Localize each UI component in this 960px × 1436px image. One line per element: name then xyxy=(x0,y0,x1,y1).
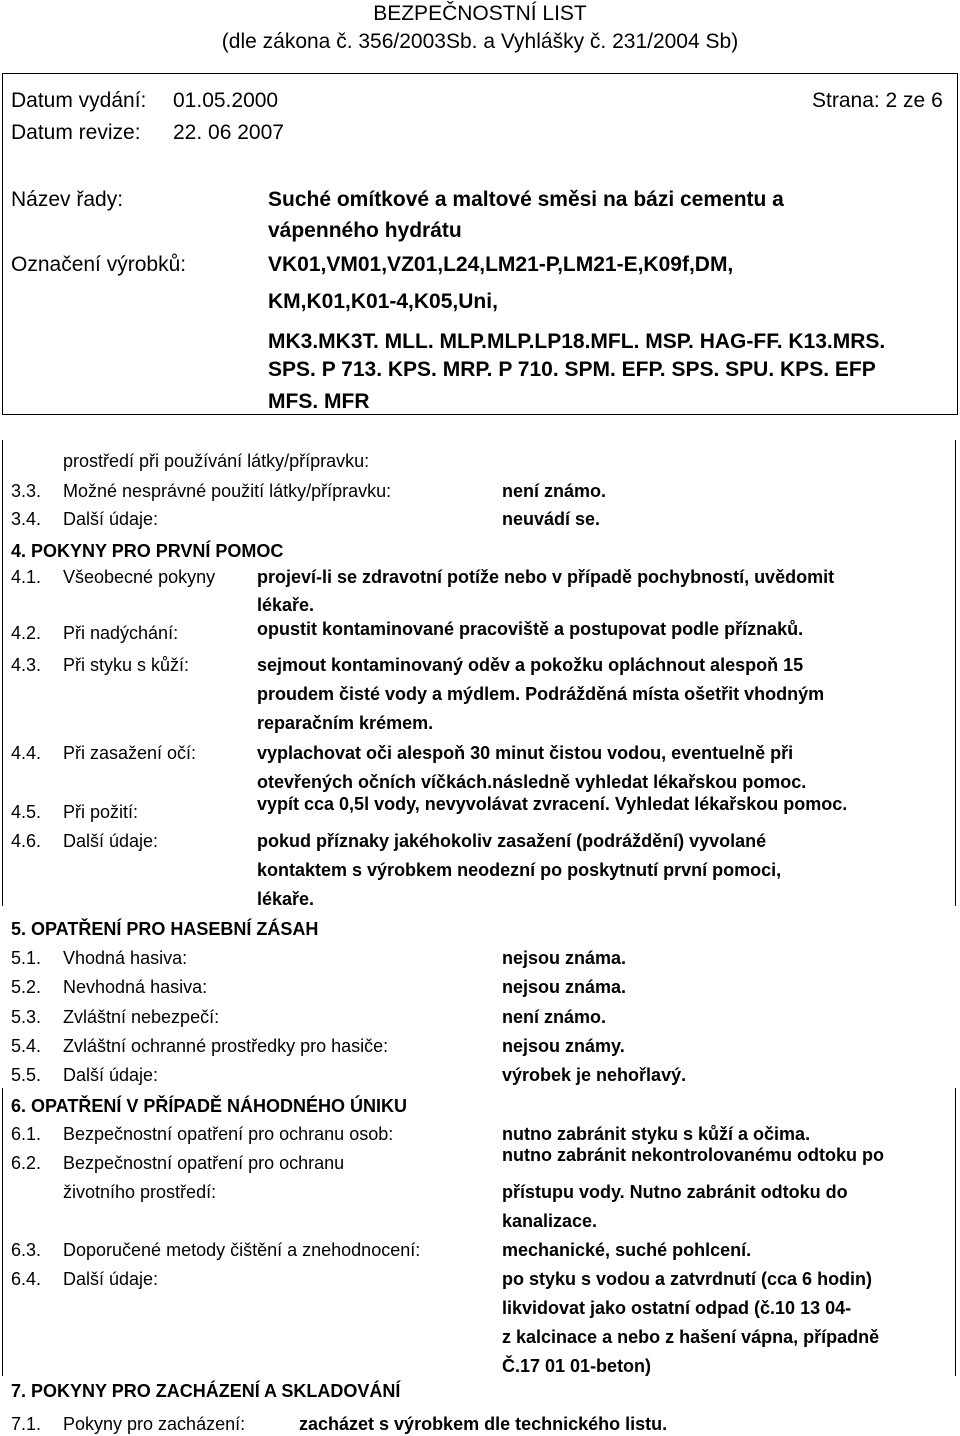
section3-continuation: prostředí při používání látky/přípravku: xyxy=(63,451,370,471)
frame-right-2 xyxy=(955,1088,956,1376)
row-5-4-number: 5.4. xyxy=(11,1036,42,1056)
frame-left-2 xyxy=(2,1088,3,1376)
row-5-3-value: není známo. xyxy=(502,1007,607,1027)
row-3-3-value: není známo. xyxy=(502,481,607,501)
row-6-2-number: 6.2. xyxy=(11,1153,42,1173)
product-codes-line4: SPS. P 713. KPS. MRP. P 710. SPM. EFP. SPS. SPU. KPS. EFP xyxy=(268,358,876,381)
series-name-line1: Suché omítkové a maltové směsi na bázi cementu a xyxy=(268,188,784,211)
row-4-6-text-line1: pokud příznaky jakéhokoliv zasažení (podráždění) vyvolané xyxy=(257,831,767,851)
row-5-5-label: Další údaje: xyxy=(63,1065,159,1085)
row-6-1-value: nutno zabránit styku s kůží a očima. xyxy=(502,1124,811,1144)
row-7-1-label: Pokyny pro zacházení: xyxy=(63,1414,246,1434)
row-6-3-label: Doporučené metody čištění a znehodnocení: xyxy=(63,1240,421,1260)
product-codes-line3: MK3.MK3T. MLL. MLP.MLP.LP18.MFL. MSP. HAG-FF. K13.MRS. xyxy=(268,330,886,353)
product-codes-line1: VK01,VM01,VZ01,L24,LM21-P,LM21-E,K09f,DM, xyxy=(268,253,734,276)
row-4-3-label: Při styku s kůží: xyxy=(63,655,190,675)
series-name-line2: vápenného hydrátu xyxy=(268,219,462,242)
row-6-2-text-line3: kanalizace. xyxy=(502,1211,598,1231)
row-6-1-label: Bezpečnostní opatření pro ochranu osob: xyxy=(63,1124,394,1144)
row-4-4-text-line2: otevřených očních víčkách.následně vyhledat lékařskou pomoc. xyxy=(257,772,807,792)
row-3-4-value: neuvádí se. xyxy=(502,509,601,529)
row-4-6-text-line3: lékaře. xyxy=(257,889,315,909)
row-5-1-value: nejsou známa. xyxy=(502,948,627,968)
row-5-3-number: 5.3. xyxy=(11,1007,42,1027)
row-4-3-text-line3: reparačním krémem. xyxy=(257,713,434,733)
section6-heading: 6. OPATŘENÍ V PŘÍPADĚ NÁHODNÉHO ÚNIKU xyxy=(11,1096,408,1116)
row-6-4-number: 6.4. xyxy=(11,1269,42,1289)
row-4-3-text-line1: sejmout kontaminovaný oděv a pokožku opláchnout alespoň 15 xyxy=(257,655,804,675)
row-4-1-text-line2: lékaře. xyxy=(257,595,315,615)
row-6-1-number: 6.1. xyxy=(11,1124,42,1144)
row-4-1-text-line1: projeví-li se zdravotní potíže nebo v případě pochybností, uvědomit xyxy=(257,567,835,587)
row-5-1-number: 5.1. xyxy=(11,948,42,968)
series-label: Název řady: xyxy=(11,188,124,211)
product-code-label: Označení výrobků: xyxy=(11,253,187,276)
row-5-1-label: Vhodná hasiva: xyxy=(63,948,188,968)
row-4-2-number: 4.2. xyxy=(11,623,42,643)
row-4-6-label: Další údaje: xyxy=(63,831,159,851)
issue-date-value: 01.05.2000 xyxy=(173,89,279,112)
row-3-3-label: Možné nesprávné použití látky/přípravku: xyxy=(63,481,392,501)
row-4-6-number: 4.6. xyxy=(11,831,42,851)
product-codes-line2: KM,K01,K01-4,K05,Uni, xyxy=(268,290,498,313)
row-7-1-value: zacházet s výrobkem dle technického listu. xyxy=(299,1414,668,1434)
row-3-3-number: 3.3. xyxy=(11,481,42,501)
row-5-2-number: 5.2. xyxy=(11,977,42,997)
row-4-3-number: 4.3. xyxy=(11,655,42,675)
row-6-3-value: mechanické, suché pohlcení. xyxy=(502,1240,752,1260)
row-4-6-text-line2: kontaktem s výrobkem neodezní po poskytnutí první pomoci, xyxy=(257,860,782,880)
frame-right-1 xyxy=(955,440,956,906)
row-3-4-label: Další údaje: xyxy=(63,509,159,529)
document-title: BEZPEČNOSTNÍ LIST xyxy=(373,2,587,25)
row-5-2-label: Nevhodná hasiva: xyxy=(63,977,208,997)
row-6-2-label-line2: životního prostředí: xyxy=(63,1182,217,1202)
row-5-2-value: nejsou známa. xyxy=(502,977,627,997)
row-4-5-label: Při požití: xyxy=(63,802,139,822)
section4-heading: 4. POKYNY PRO PRVNÍ POMOC xyxy=(11,541,284,561)
row-5-3-label: Zvláštní nebezpečí: xyxy=(63,1007,220,1027)
section7-heading: 7. POKYNY PRO ZACHÁZENÍ A SKLADOVÁNÍ xyxy=(11,1381,401,1401)
issue-date-label: Datum vydání: xyxy=(11,89,147,112)
revision-date-label: Datum revize: xyxy=(11,121,141,144)
row-5-5-value: výrobek je nehořlavý. xyxy=(502,1065,687,1085)
row-4-4-text-line1: vyplachovat oči alespoň 30 minut čistou vodou, eventuelně při xyxy=(257,743,794,763)
row-5-4-label: Zvláštní ochranné prostředky pro hasiče: xyxy=(63,1036,389,1056)
row-5-4-value: nejsou známy. xyxy=(502,1036,625,1056)
row-4-1-number: 4.1. xyxy=(11,567,42,587)
section5-heading: 5. OPATŘENÍ PRO HASEBNÍ ZÁSAH xyxy=(11,919,319,939)
row-4-2-label: Při nadýchání: xyxy=(63,623,179,643)
row-6-2-text-line1: nutno zabránit nekontrolovanému odtoku po xyxy=(502,1145,884,1165)
product-codes-line5: MFS. MFR xyxy=(268,390,370,412)
row-4-1-label: Všeobecné pokyny xyxy=(63,567,216,587)
row-6-2-text-line2: přístupu vody. Nutno zabránit odtoku do xyxy=(502,1182,848,1202)
row-3-4-number: 3.4. xyxy=(11,509,42,529)
row-6-4-text-line2: likvidovat jako ostatní odpad (č.10 13 04- xyxy=(502,1298,852,1318)
row-6-3-number: 6.3. xyxy=(11,1240,42,1260)
row-4-5-number: 4.5. xyxy=(11,802,42,822)
row-6-4-text-line1: po styku s vodou a zatvrdnutí (cca 6 hodin) xyxy=(502,1269,873,1289)
page-number: Strana: 2 ze 6 xyxy=(812,89,943,112)
frame-left-1 xyxy=(2,440,3,906)
row-5-5-number: 5.5. xyxy=(11,1065,42,1085)
row-6-2-label: Bezpečnostní opatření pro ochranu xyxy=(63,1153,345,1173)
row-6-4-text-line3: z kalcinace a nebo z hašení vápna, případně xyxy=(502,1327,880,1347)
row-7-1-number: 7.1. xyxy=(11,1414,42,1434)
row-4-4-label: Při zasažení očí: xyxy=(63,743,197,763)
row-6-4-label: Další údaje: xyxy=(63,1269,159,1289)
row-4-5-text-line1: vypít cca 0,5l vody, nevyvolávat zvracení. Vyhledat lékařskou pomoc. xyxy=(257,794,848,814)
document-subtitle: (dle zákona č. 356/2003Sb. a Vyhlášky č. 231/2004 Sb) xyxy=(221,30,739,53)
row-6-4-text-line4: Č.17 01 01-beton) xyxy=(502,1356,652,1376)
row-4-4-number: 4.4. xyxy=(11,743,42,763)
revision-date-value: 22. 06 2007 xyxy=(173,121,284,144)
row-4-3-text-line2: proudem čisté vody a mýdlem. Podrážděná místa ošetřit vhodným xyxy=(257,684,825,704)
row-4-2-text-line1: opustit kontaminované pracoviště a postupovat podle příznaků. xyxy=(257,619,804,639)
